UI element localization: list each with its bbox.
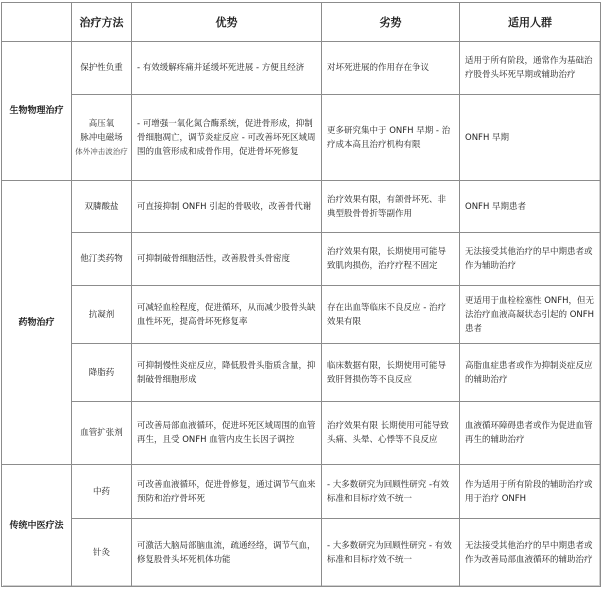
method-line: 体外冲击波治疗 — [75, 146, 128, 156]
method-line: 脉冲电磁场 — [80, 132, 123, 143]
advantage-cell: 可改善血液循环，促进骨修复，通过调节气血来预防和治疗骨坏死 — [132, 465, 322, 519]
disadvantage-cell: 存在出血等临床不良反应 - 治疗效果有限 — [322, 286, 460, 344]
population-cell: 血液循环障碍患者或作为促进血管再生的辅助治疗 — [460, 402, 601, 465]
method-cell: 他汀类药物 — [72, 233, 132, 286]
advantage-cell: 可激活大脑局部脑血流，疏通经络，调节气血，修复股骨头坏死机体功能 — [132, 519, 322, 587]
population-cell: 高脂血症患者或作为抑制炎症反应的辅助治疗 — [460, 344, 601, 402]
disadvantage-cell: 临床数据有限，长期使用可能导致肝肾损伤等不良反应 — [322, 344, 460, 402]
population-cell: 无法接受其他治疗的早中期患者或作为辅助治疗 — [460, 233, 601, 286]
category-cell-tcm: 传统中医疗法 — [2, 465, 72, 587]
method-cell — [72, 95, 132, 181]
population-cell: 更适用于血栓栓塞性 ONFH，但无法治疗血液高凝状态引起的 ONFH 患者 — [460, 286, 601, 344]
advantage-cell: 可直接抑制 ONFH 引起的骨吸收，改善骨代谢 — [132, 181, 322, 233]
header-population: 适用人群 — [460, 3, 601, 42]
category-cell-drug: 药物治疗 — [2, 181, 72, 465]
population-cell: ONFH 早期 — [460, 95, 601, 181]
disadvantage-cell: - 大多数研究为回顾性研究 -有效标准和目标疗效不统一 — [322, 465, 460, 519]
category-cell-bio: 生物物理治疗 — [2, 42, 72, 181]
advantage-cell: 可减轻血栓程度，促进循环，从而减少股骨头缺血性坏死，提高骨坏死修复率 — [132, 286, 322, 344]
disadvantage-cell: 对坏死进展的作用存在争议 — [322, 42, 460, 95]
table-row — [2, 286, 601, 344]
advantage-cell: 可抑制破骨细胞活性，改善股骨头骨密度 — [132, 233, 322, 286]
population-cell: 无法接受其他治疗的早中期患者或作为改善局部血液循环的辅助治疗 — [460, 519, 601, 587]
table-row — [2, 42, 601, 95]
advantage-cell: - 可增强一氧化氮合酶系统，促进骨形成，抑制骨细胞凋亡，调节炎症反应 - 可改善坏死区域周围的血管形成和成骨作用，促进骨坏死修复 — [132, 95, 322, 181]
population-cell: ONFH 早期患者 — [460, 181, 601, 233]
advantage-cell: 可改善局部血液循环，促进坏死区域周围的血管再生，且受 ONFH 血管内皮生长因子调控 — [132, 402, 322, 465]
table-row — [2, 95, 601, 181]
treatment-comparison-table — [1, 2, 601, 587]
method-cell: 抗凝剂 — [72, 286, 132, 344]
header-category — [2, 3, 72, 42]
table-row — [2, 465, 601, 519]
table-row — [2, 402, 601, 465]
table-row — [2, 233, 601, 286]
method-cell: 中药 — [72, 465, 132, 519]
disadvantage-cell: 治疗效果有限，有颌骨坏死、非典型股骨骨折等副作用 — [322, 181, 460, 233]
method-cell: 保护性负重 — [72, 42, 132, 95]
population-cell: 作为适用于所有阶段的辅助治疗或用于治疗 ONFH — [460, 465, 601, 519]
method-cell: 针灸 — [72, 519, 132, 587]
table-row — [2, 519, 601, 587]
advantage-cell: - 有效缓解疼痛并延缓坏死进展 - 方便且经济 — [132, 42, 322, 95]
method-cell: 血管扩张剂 — [72, 402, 132, 465]
method-line: 高压氧 — [88, 118, 115, 129]
advantage-cell: 可抑制慢性炎症反应，降低股骨头脂质含量，抑制破骨细胞形成 — [132, 344, 322, 402]
table-row — [2, 344, 601, 402]
header-row — [2, 3, 601, 42]
table-row — [2, 181, 601, 233]
population-cell: 适用于所有阶段，通常作为基础治疗股骨头坏死早期或辅助治疗 — [460, 42, 601, 95]
header-disadvantage: 劣势 — [322, 3, 460, 42]
method-cell: 双膦酸盐 — [72, 181, 132, 233]
disadvantage-cell: 更多研究集中于 ONFH 早期 - 治疗成本高且治疗机构有限 — [322, 95, 460, 181]
disadvantage-cell: - 大多数研究为回顾性研究 - 有效标准和目标疗效不统一 — [322, 519, 460, 587]
header-advantage: 优势 — [132, 3, 322, 42]
method-cell: 降脂药 — [72, 344, 132, 402]
header-method: 治疗方法 — [72, 3, 132, 42]
disadvantage-cell: 治疗效果有限 长期使用可能导致头痛、头晕、心悸等不良反应 — [322, 402, 460, 465]
disadvantage-cell: 治疗效果有限，长期使用可能导致肌肉损伤，治疗疗程不固定 — [322, 233, 460, 286]
